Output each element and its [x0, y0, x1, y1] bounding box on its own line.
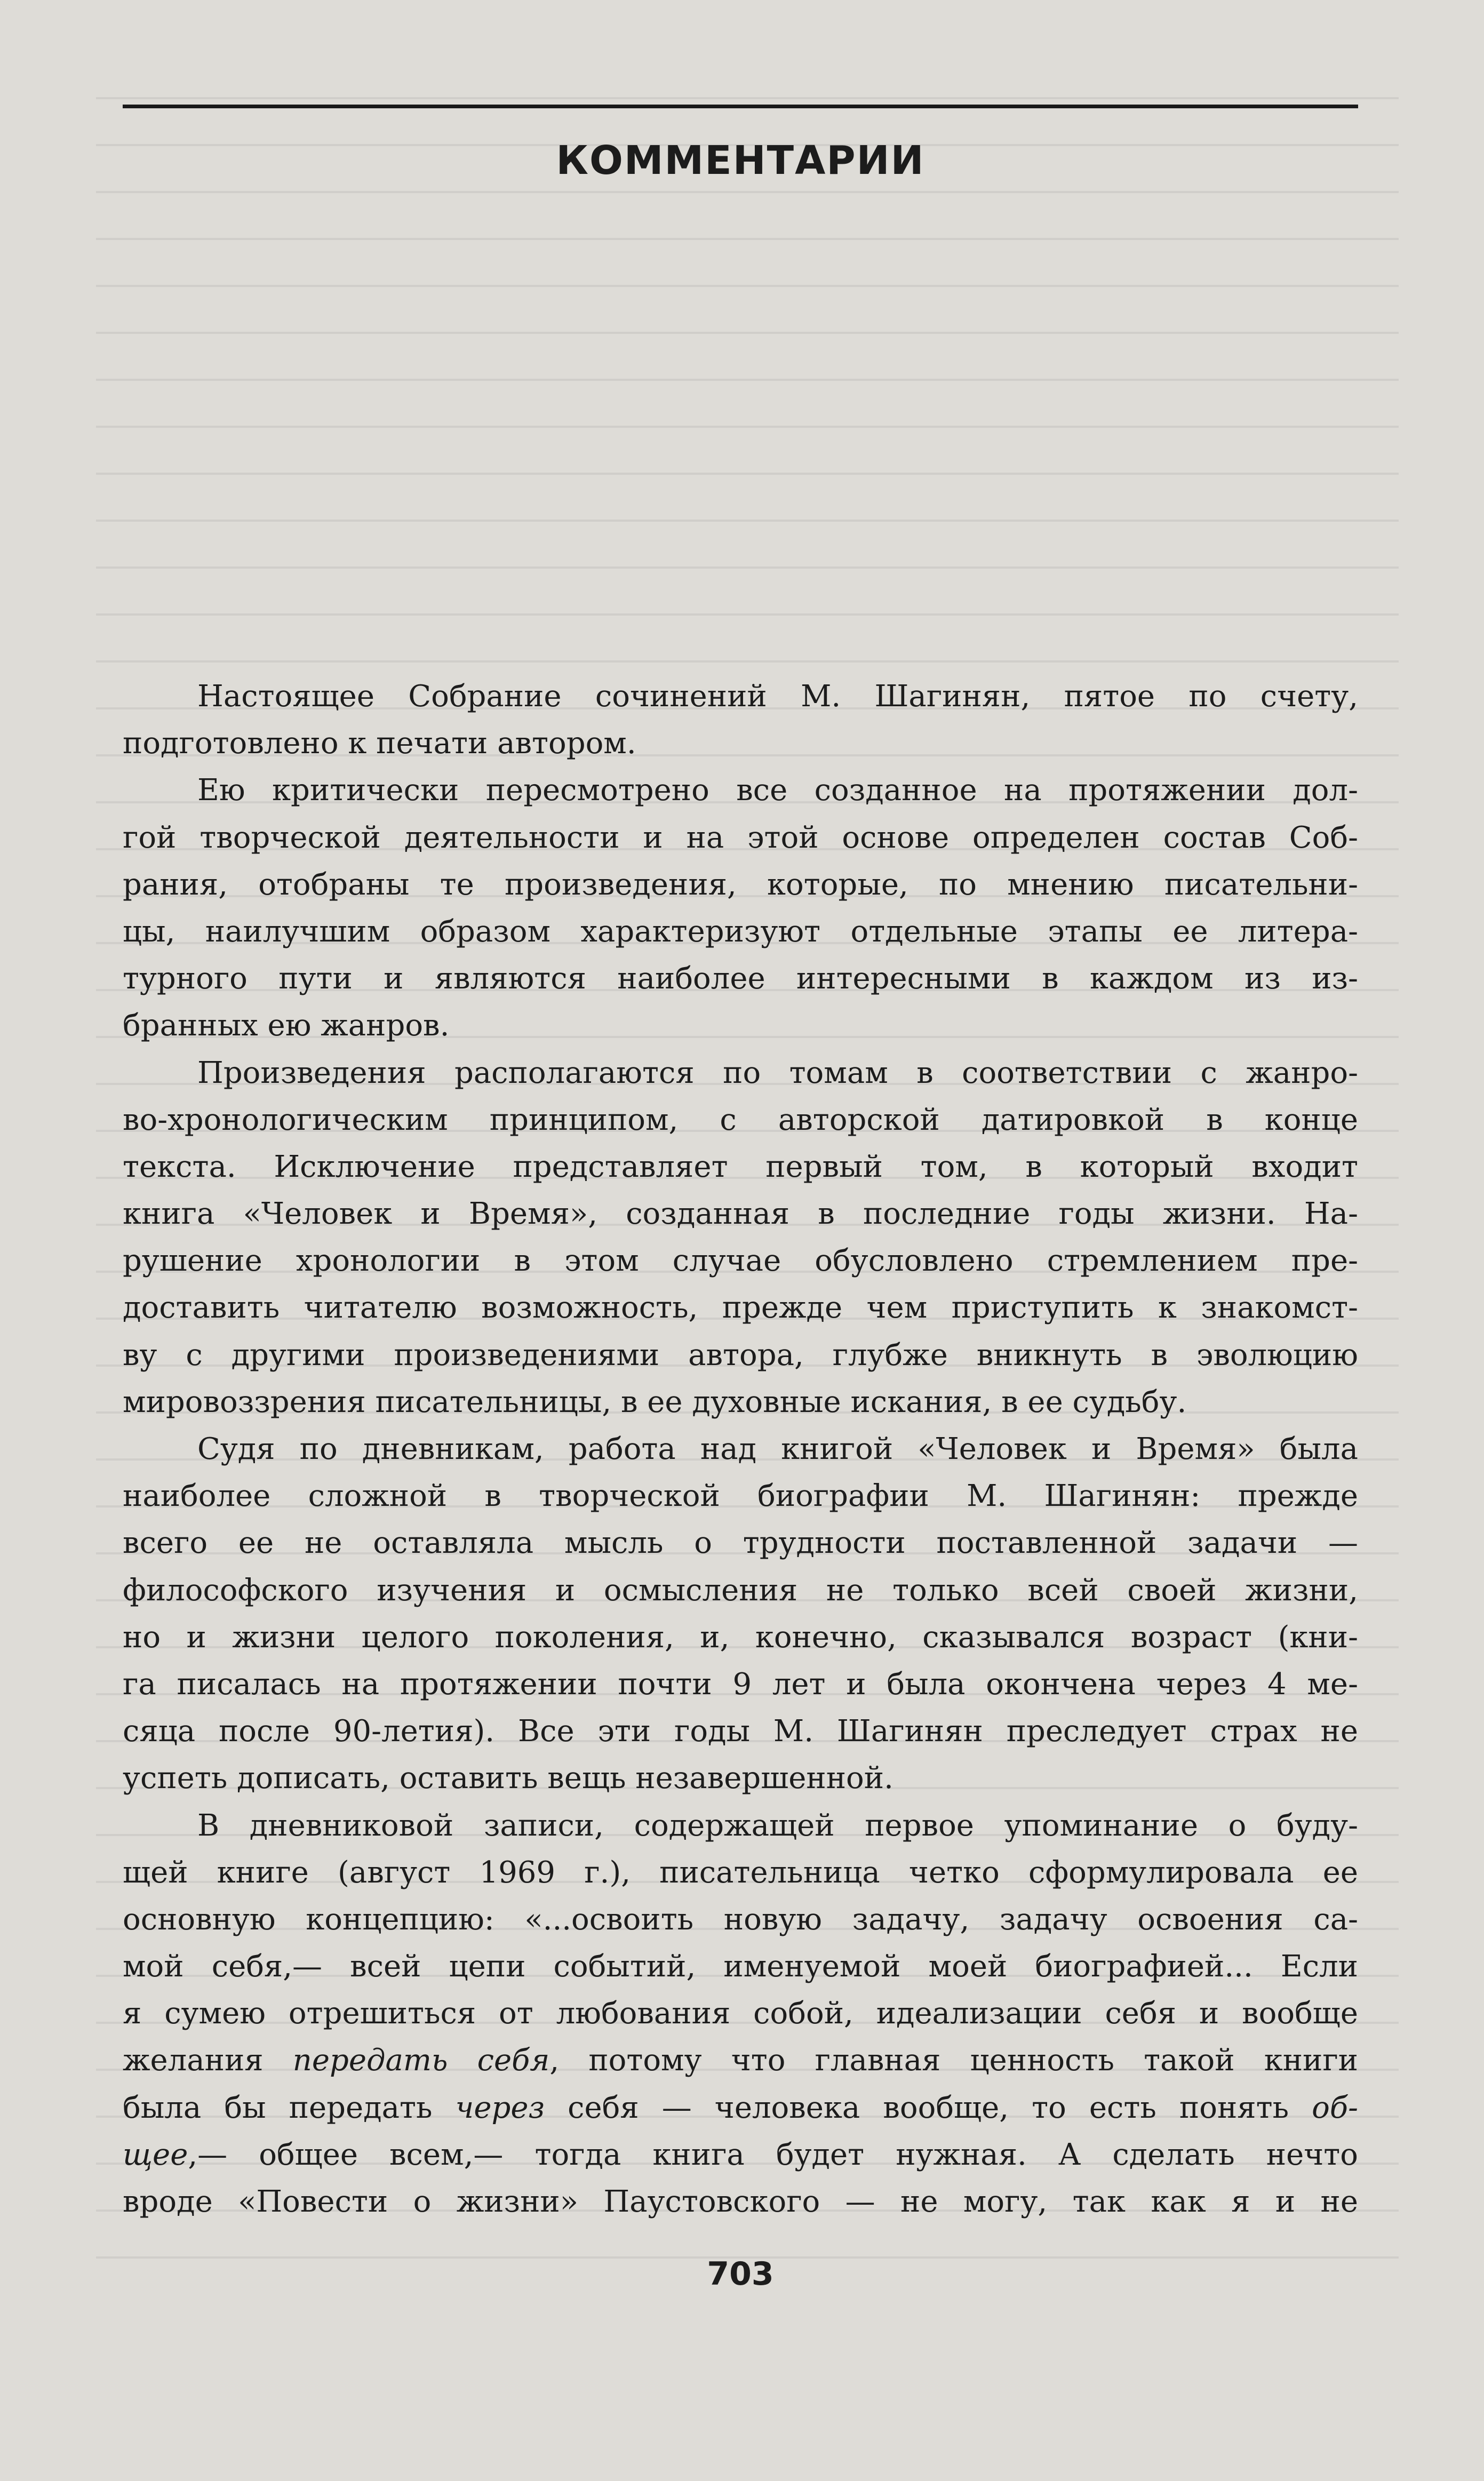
text-run: себя — человека вообще, то есть понять: [545, 2090, 1312, 2125]
section-heading: КОММЕНТАРИИ: [556, 138, 925, 184]
text-run: была бы передать: [123, 2090, 456, 2125]
text-line: сяца после 90-летия). Все эти годы М. Шагинян преследует страх не: [123, 1714, 1358, 1749]
text-line: гой творческой деятельности и на этой основе определен состав Соб-: [123, 820, 1358, 855]
emphasized-text: передать себя: [292, 2043, 550, 2078]
text-run: ,— общее всем,— тогда книга будет нужная. А сделать нечто: [188, 2137, 1358, 2172]
emphasized-text: через: [455, 2090, 545, 2125]
emphasized-text: об-: [1312, 2090, 1358, 2125]
text-line: щей книге (август 1969 г.), писательница четко сформулировала ее: [123, 1855, 1358, 1890]
text-line: Произведения располагаются по томам в соответствии с жанро-: [197, 1055, 1358, 1090]
text-line: мой себя,— всей цепи событий, именуемой моей биографией... Если: [123, 1949, 1358, 1984]
text-run: желания: [123, 2043, 293, 2078]
text-line: Настоящее Собрание сочинений М. Шагинян, пятое по счету,: [197, 679, 1358, 714]
text-line: [123, 2132, 1358, 2179]
text-line: во-хронологическим принципом, с авторской датировкой в конце: [123, 1102, 1358, 1137]
text-run: , потому что главная ценность такой книги: [549, 2043, 1358, 2078]
body-text: [123, 673, 1358, 2225]
text-line: цы, наилучшим образом характеризуют отдельные этапы ее литера-: [123, 914, 1358, 949]
text-line: [123, 2085, 1358, 2132]
text-line: но и жизни целого поколения, и, конечно, сказывался возраст (кни-: [123, 1620, 1358, 1655]
text-line: успеть дописать, оставить вещь незавершенной.: [123, 1761, 893, 1796]
text-line: мировоззрения писательницы, в ее духовные искания, в ее судьбу.: [123, 1384, 1187, 1419]
text-line: подготовлено к печати автором.: [123, 726, 636, 761]
text-line: текста. Исключение представляет первый том, в который входит: [123, 1149, 1358, 1184]
text-line: доставить читателю возможность, прежде чем приступить к знакомст-: [123, 1290, 1358, 1326]
text-line: я сумею отрешиться от любования собой, идеализации себя и вообще: [123, 1996, 1358, 2031]
text-line: га писалась на протяжении почти 9 лет и была окончена через 4 ме-: [123, 1666, 1358, 1702]
text-line: В дневниковой записи, содержащей первое упоминание о буду-: [197, 1808, 1358, 1843]
text-line: Судя по дневникам, работа над книгой «Человек и Время» была: [197, 1432, 1358, 1466]
page-number: 703: [707, 2255, 774, 2293]
text-line: книга «Человек и Время», созданная в последние годы жизни. На-: [123, 1196, 1358, 1232]
text-line: рания, отобраны те произведения, которые, по мнению писательни-: [123, 867, 1358, 902]
text-line: бранных ею жанров.: [123, 1008, 450, 1043]
text-line: Ею критически пересмотрено все созданное на протяжении дол-: [197, 773, 1358, 808]
text-line: ву с другими произведениями автора, глубже вникнуть в эволюцию: [123, 1337, 1358, 1373]
text-line: рушение хронологии в этом случае обусловлено стремлением пре-: [123, 1243, 1358, 1279]
text-line: наиболее сложной в творческой биографии М. Шагинян: прежде: [123, 1479, 1358, 1514]
text-line: всего ее не оставляла мысль о трудности поставленной задачи —: [123, 1526, 1358, 1561]
text-line: вроде «Повести о жизни» Паустовского — не могу, так как я и не: [123, 2184, 1358, 2219]
text-line: [123, 2037, 1358, 2084]
header-rule: [123, 105, 1358, 108]
text-line: философского изучения и осмысления не только всей своей жизни,: [123, 1573, 1358, 1608]
text-line: основную концепцию: «...освоить новую задачу, задачу освоения са-: [123, 1902, 1358, 1937]
emphasized-text: щее: [123, 2137, 188, 2172]
text-line: турного пути и являются наиболее интересными в каждом из из-: [123, 961, 1358, 996]
